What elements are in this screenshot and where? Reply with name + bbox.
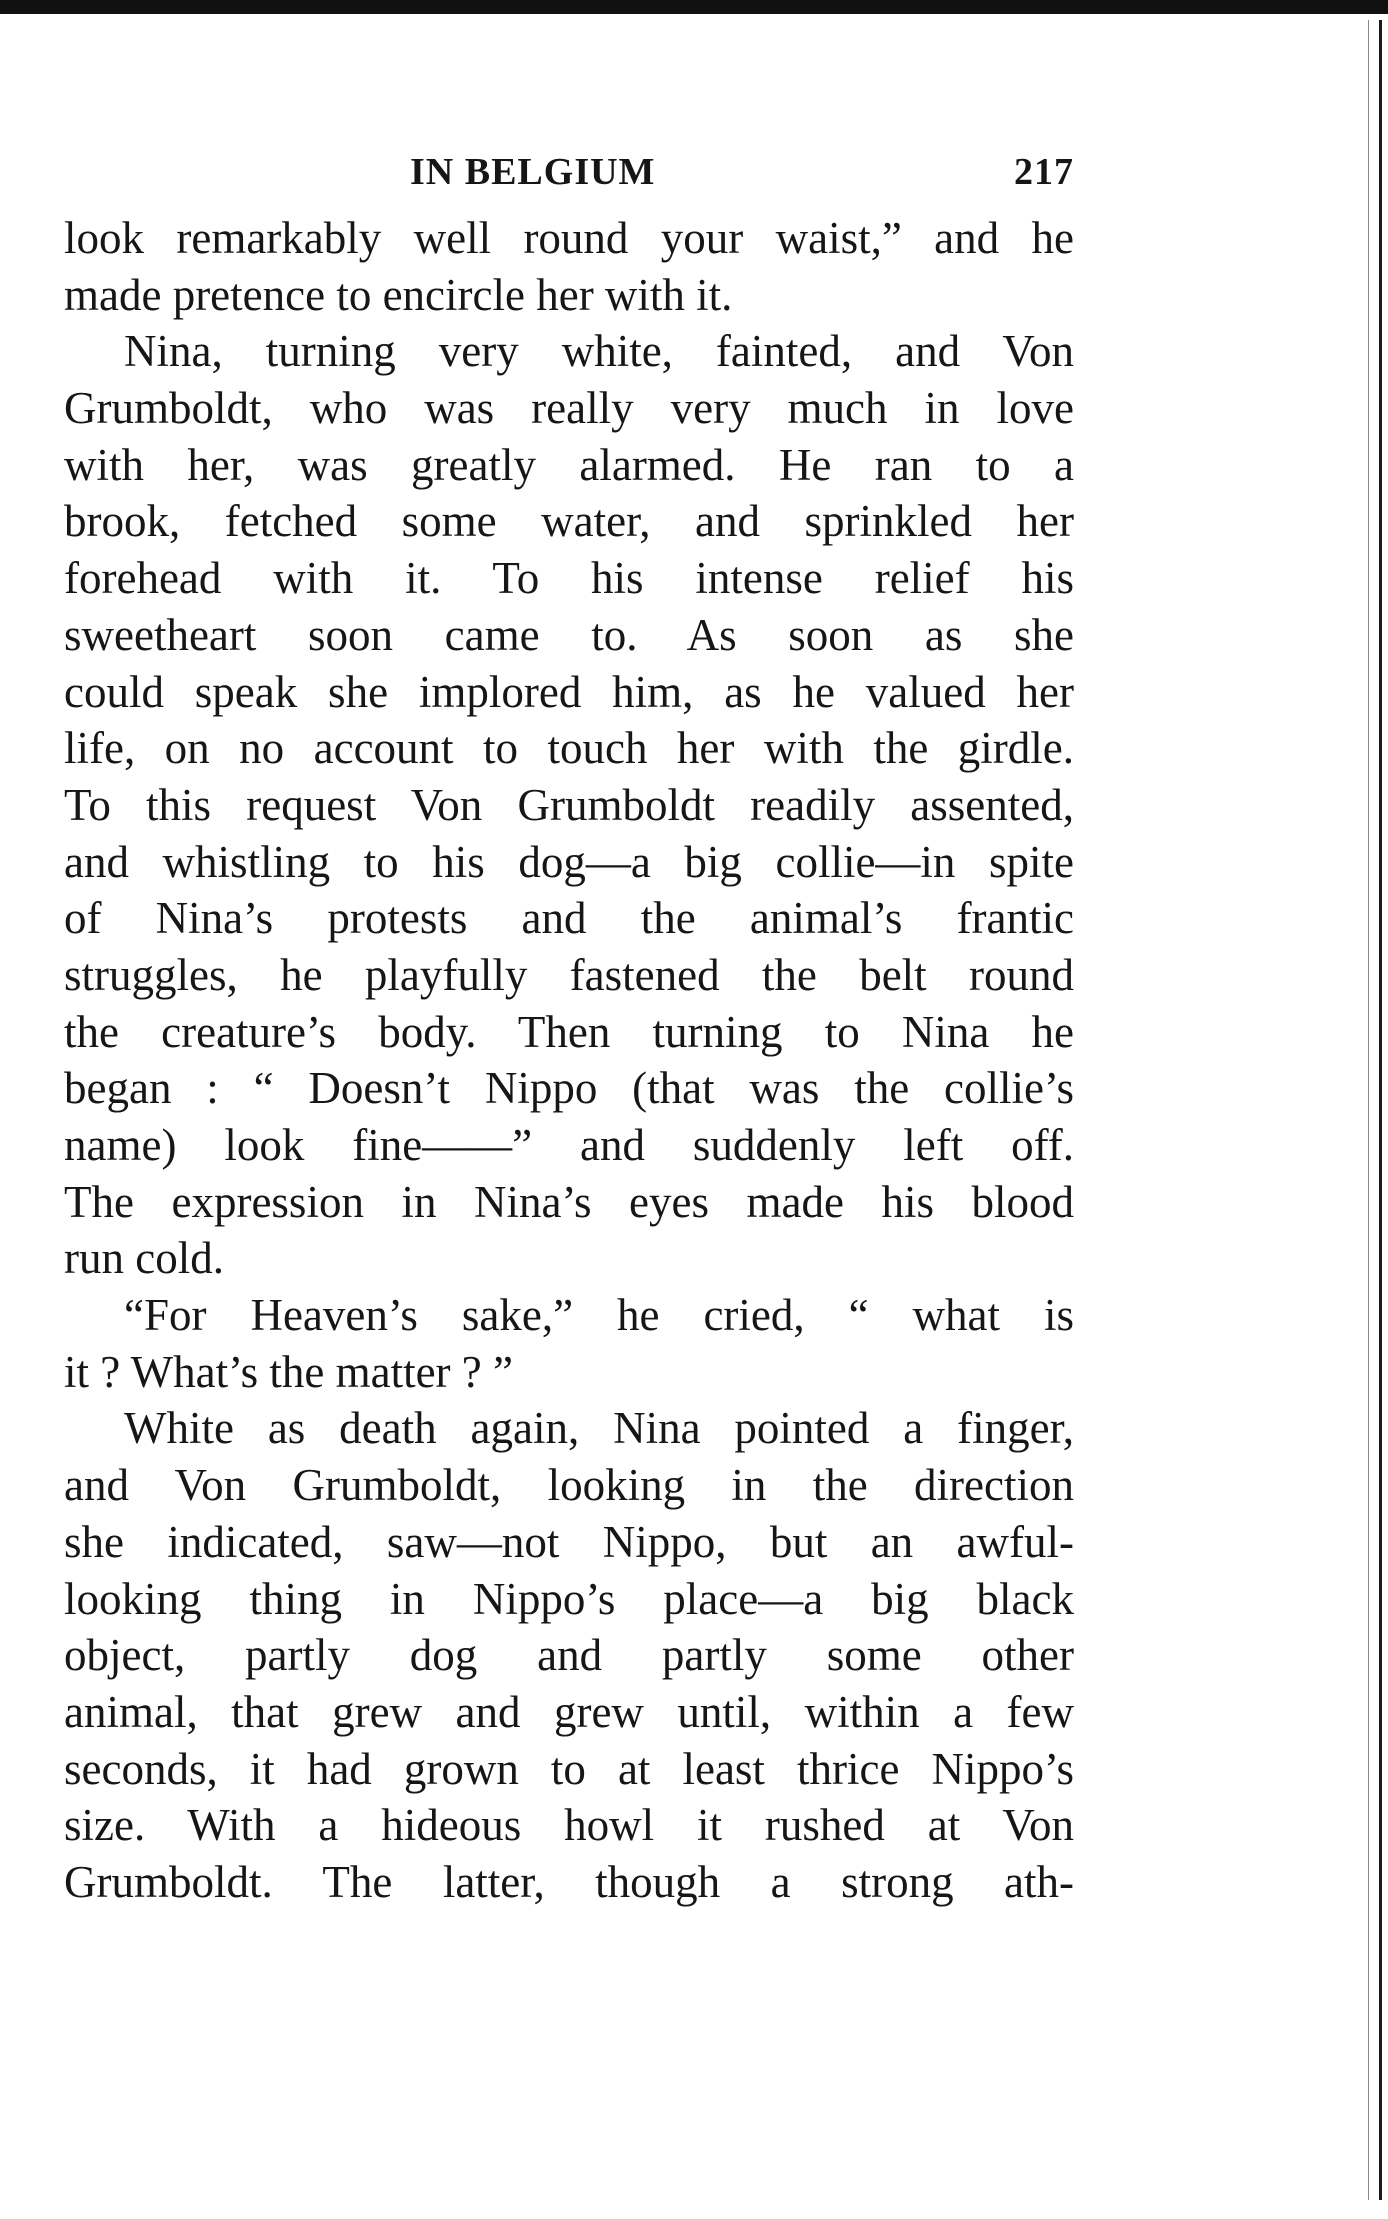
text-line: White as death again, Nina pointed a finger, — [124, 1403, 1074, 1454]
text-line: run cold. — [64, 1233, 224, 1284]
text-line: made pretence to encircle her with it. — [64, 269, 733, 320]
text-line: began : “ Doesn’t Nippo (that was the collie’s — [64, 1063, 1074, 1114]
page-header — [64, 140, 1074, 210]
text-line: seconds, it had grown to at least thrice Nippo’s — [64, 1743, 1074, 1794]
text-line: of Nina’s protests and the animal’s frantic — [64, 893, 1074, 944]
text-line: look remarkably well round your waist,” and he — [64, 213, 1074, 263]
text-line: struggles, he playfully fastened the belt round — [64, 949, 1074, 1000]
text-line: animal, that grew and grew until, within a few — [64, 1686, 1074, 1737]
text-line: “For Heaven’s sake,” he cried, “ what is — [124, 1290, 1074, 1341]
text-line: sweetheart soon came to. As soon as she — [64, 609, 1074, 660]
text-line: with her, was greatly alarmed. He ran to a — [64, 439, 1074, 490]
text-line: Grumboldt, who was really very much in love — [64, 383, 1074, 434]
text-line: brook, fetched some water, and sprinkled her — [64, 496, 1074, 547]
book-page — [64, 140, 1074, 1911]
text-line: object, partly dog and partly some other — [64, 1630, 1074, 1681]
text-line: Grumboldt. The latter, though a strong ath- — [64, 1856, 1074, 1907]
body-text — [64, 210, 1074, 1911]
text-line: name) look fine——” and suddenly left off. — [64, 1120, 1074, 1170]
page-edge — [1368, 20, 1382, 2200]
text-line: life, on no account to touch her with the girdle. — [64, 723, 1074, 774]
text-line: looking thing in Nippo’s place—a big black — [64, 1573, 1074, 1624]
text-line: it ? What’s the matter ? ” — [64, 1346, 513, 1397]
text-line: and Von Grumboldt, looking in the direction — [64, 1460, 1074, 1511]
running-head: IN BELGIUM — [410, 151, 656, 193]
text-line: she indicated, saw—not Nippo, but an awful- — [64, 1516, 1074, 1567]
page-number: 217 — [1014, 151, 1074, 193]
text-line: Nina, turning very white, fainted, and Von — [124, 326, 1074, 377]
text-line: The expression in Nina’s eyes made his blood — [64, 1176, 1074, 1227]
text-line: forehead with it. To his intense relief his — [64, 553, 1074, 604]
text-line: the creature’s body. Then turning to Nina he — [64, 1006, 1074, 1057]
scan-top-border — [0, 0, 1388, 14]
text-line: could speak she implored him, as he valued her — [64, 666, 1074, 717]
text-line: To this request Von Grumboldt readily assented, — [64, 779, 1074, 830]
text-line: size. With a hideous howl it rushed at Von — [64, 1800, 1074, 1851]
text-line: and whistling to his dog—a big collie—in spite — [64, 836, 1074, 887]
